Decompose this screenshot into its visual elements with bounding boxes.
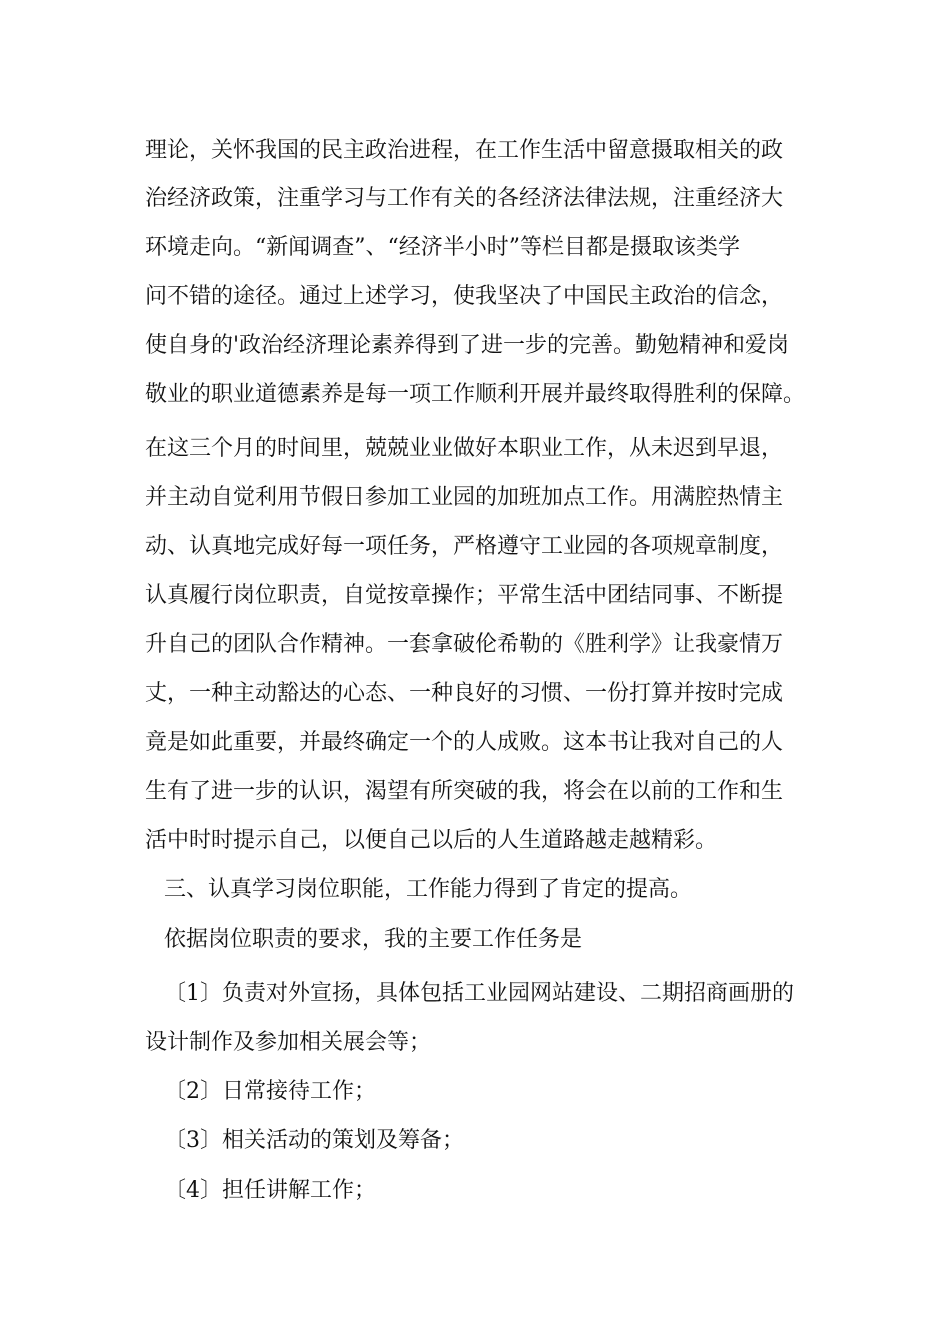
paragraph-line: 生有了进一步的认识，渴望有所突破的我，将会在以前的工作和生	[145, 779, 784, 804]
paragraph-line: 问不错的途径。通过上述学习，使我坚决了中国民主政治的信念，	[145, 284, 784, 309]
paragraph-line: 理论，关怀我国的民主政治进程，在工作生活中留意摄取相关的政	[145, 138, 784, 163]
list-item: 〔4〕担任讲解工作；	[164, 1178, 376, 1203]
section-heading: 三、认真学习岗位职能，工作能力得到了肯定的提高。	[164, 877, 693, 902]
paragraph-line: 治经济政策，注重学习与工作有关的各经济法律法规，注重经济大	[145, 186, 784, 211]
list-item: 〔2〕日常接待工作；	[164, 1079, 376, 1104]
paragraph-line: 竟是如此重要，并最终确定一个的人成败。这本书让我对自己的人	[145, 730, 784, 755]
paragraph-line: 敬业的职业道德素养是每一项工作顺利开展并最终取得胜利的保障。	[145, 382, 806, 407]
paragraph-line: 使自身的'政治经济理论素养得到了进一步的完善。勤勉精神和爱岗	[145, 333, 790, 358]
paragraph-line: 升自己的团队合作精神。一套拿破伦希勒的《胜利学》让我豪情万	[145, 632, 784, 657]
paragraph-line: 动、认真地完成好每一项任务，严格遵守工业园的各项规章制度，	[145, 534, 784, 559]
paragraph-line: 在这三个月的时间里，兢兢业业做好本职业工作，从未迟到早退，	[145, 436, 784, 461]
paragraph-line: 丈，一种主动豁达的心态、一种良好的习惯、一份打算并按时完成	[145, 681, 784, 706]
paragraph-line: 环境走向。“新闻调查”、“经济半小时”等栏目都是摄取该类学	[145, 235, 740, 260]
list-item: 〔1〕负责对外宣扬，具体包括工业园网站建设、二期招商画册的	[164, 981, 794, 1006]
paragraph-line: 认真履行岗位职责，自觉按章操作；平常生活中团结同事、不断提	[145, 583, 784, 608]
paragraph-line: 并主动自觉利用节假日参加工业园的加班加点工作。用满腔热情主	[145, 485, 784, 510]
paragraph-line: 依据岗位职责的要求，我的主要工作任务是	[164, 927, 583, 952]
paragraph-line: 活中时时提示自己，以便自己以后的人生道路越走越精彩。	[145, 828, 718, 853]
list-item-continuation: 设计制作及参加相关展会等；	[145, 1030, 432, 1055]
list-item: 〔3〕相关活动的策划及筹备；	[164, 1128, 464, 1153]
